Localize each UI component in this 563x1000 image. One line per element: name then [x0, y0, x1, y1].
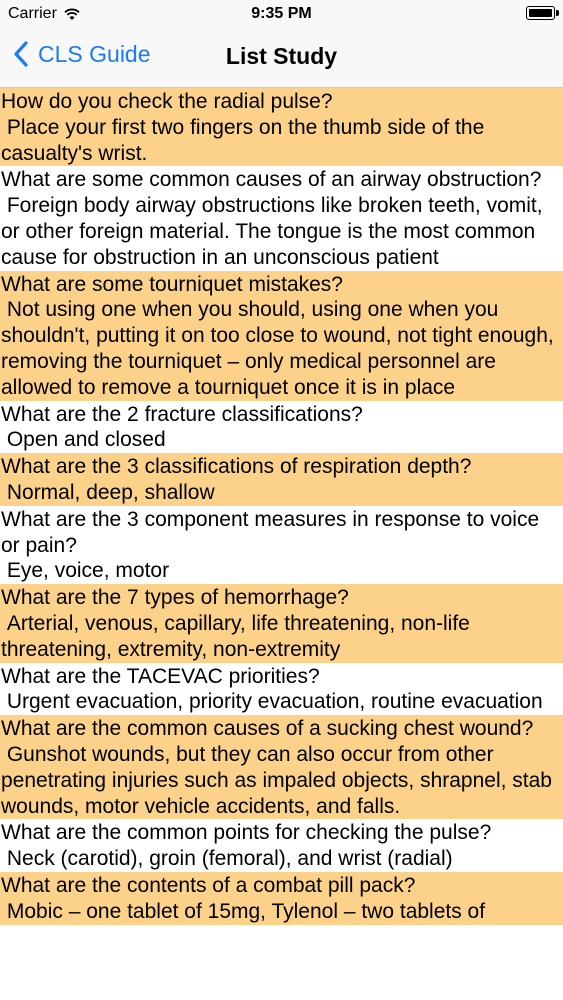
question-text: What are the 7 types of hemorrhage? [1, 586, 349, 610]
status-right [526, 6, 555, 25]
question-text: What are the common causes of a sucking chest wound? [1, 717, 534, 741]
answer-text: Eye, voice, motor [1, 559, 170, 583]
list-item[interactable] [0, 401, 563, 454]
question-text: How do you check the radial pulse? [1, 90, 333, 113]
question-text: What are the 3 classifications of respiration depth? [1, 455, 472, 479]
list-item[interactable] [0, 872, 563, 925]
list-item[interactable] [0, 453, 563, 506]
answer-text: Arterial, venous, capillary, life threatening, non-life threatening, extremity, non-extremity [1, 611, 476, 661]
answer-text: Not using one when you should, using one when you shouldn't, putting it on too close to wound, not tight enough, removing the tourniquet – only medical personnel are allowed to remove a tourniquet once it is in place [1, 298, 560, 399]
question-text: What are the 3 component measures in response to voice or pain? [1, 507, 540, 557]
question-text: What are some common causes of an airway obstruction? [1, 168, 542, 192]
page-title: List Study [225, 43, 338, 69]
list-item[interactable] [0, 715, 563, 819]
answer-text: Gunshot wounds, but they can also occur from other penetrating injuries such as impaled objects, shrapnel, stab wounds, motor vehicle accidents, and falls. [1, 742, 558, 818]
answer-text: Place your first two fingers on the thumb side of the casualty's wrist. [1, 115, 491, 165]
list-item[interactable] [0, 88, 563, 166]
list-item[interactable] [0, 663, 563, 716]
back-button-label: CLS Guide [38, 40, 151, 67]
question-text: What are some tourniquet mistakes? [1, 272, 343, 296]
study-list[interactable] [0, 88, 563, 925]
list-item[interactable] [0, 506, 563, 584]
question-text: What are the 2 fracture classifications? [1, 402, 363, 426]
answer-text: Open and closed [1, 428, 166, 452]
answer-text: Mobic – one tablet of 15mg, Tylenol – two tablets of [1, 899, 486, 923]
list-item[interactable] [0, 584, 563, 662]
status-time: 9:35 PM [251, 5, 312, 22]
question-text: What are the TACEVAC priorities? [1, 664, 320, 688]
answer-text: Urgent evacuation, priority evacuation, routine evacuation [1, 690, 543, 714]
question-text: What are the common points for checking the pulse? [1, 821, 492, 845]
navigation-bar [0, 28, 563, 88]
carrier-label: Carrier [8, 5, 57, 22]
list-item[interactable] [0, 271, 563, 401]
list-item[interactable] [0, 166, 563, 270]
status-bar [0, 0, 563, 28]
question-text: What are the contents of a combat pill pack? [1, 873, 416, 897]
list-item[interactable] [0, 819, 563, 872]
answer-text: Foreign body airway obstructions like broken teeth, vomit, or other foreign material. The tongue is the most common cause for obstruction in an unconscious patient [1, 194, 549, 269]
answer-text: Normal, deep, shallow [1, 480, 215, 504]
battery-icon [526, 6, 555, 20]
answer-text: Neck (carotid), groin (femoral), and wrist (radial) [1, 847, 453, 871]
